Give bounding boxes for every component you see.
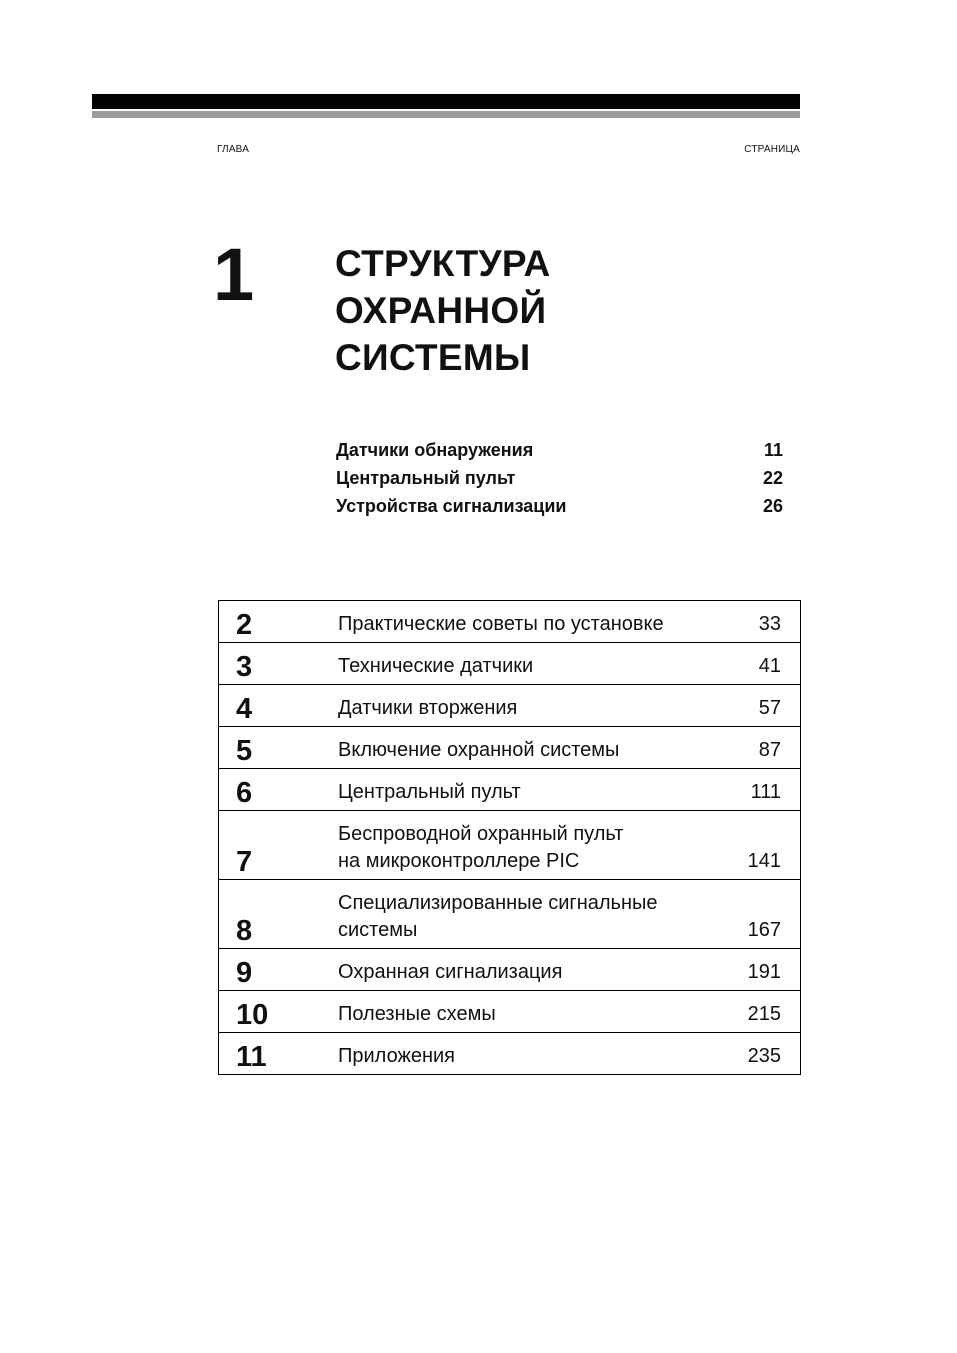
chapter-title-line: ОХРАННОЙ	[335, 290, 547, 331]
chapter-title	[335, 240, 551, 381]
chapter-title-line: СТРУКТУРА	[335, 243, 551, 284]
toc-chapter-title: Включение охранной системы	[338, 727, 691, 769]
section-title: Датчики обнаружения	[336, 440, 534, 460]
toc-chapter-number: 8	[219, 880, 339, 949]
toc-chapter-number: 10	[219, 991, 339, 1033]
toc-page-number: 87	[691, 727, 801, 769]
section-entry[interactable]	[336, 464, 783, 492]
toc-title-line: Беспроводной охранный пульт	[338, 823, 624, 845]
toc-row[interactable]	[219, 949, 801, 991]
toc-chapter-number: 9	[219, 949, 339, 991]
toc-chapter-number: 5	[219, 727, 339, 769]
chapter-number: 1	[213, 233, 255, 316]
toc-chapter-number: 7	[219, 811, 339, 880]
toc-row[interactable]	[219, 727, 801, 769]
chapter-title-line: СИСТЕМЫ	[335, 337, 531, 378]
toc-chapter-title	[338, 880, 691, 949]
toc-chapter-number: 2	[219, 601, 339, 643]
toc-chapter-title: Практические советы по установке	[338, 601, 691, 643]
toc-row[interactable]	[219, 769, 801, 811]
page-column-label: СТРАНИЦА	[744, 144, 800, 155]
toc-chapter-number: 4	[219, 685, 339, 727]
toc-page-number: 215	[691, 991, 801, 1033]
toc-row[interactable]	[219, 880, 801, 949]
toc-chapter-title: Приложения	[338, 1033, 691, 1075]
section-entry[interactable]	[336, 492, 783, 520]
chapter-sections-list	[336, 436, 783, 520]
section-title: Центральный пульт	[336, 468, 516, 488]
toc-chapter-title: Полезные схемы	[338, 991, 691, 1033]
header-rule-black	[92, 94, 800, 109]
toc-page-number: 33	[691, 601, 801, 643]
toc-page-number: 111	[691, 769, 801, 811]
toc-row[interactable]	[219, 685, 801, 727]
contents-table	[218, 600, 801, 1075]
toc-chapter-number: 11	[219, 1033, 339, 1075]
toc-page-number: 141	[691, 811, 801, 880]
toc-row[interactable]	[219, 1033, 801, 1075]
chapter-column-label: ГЛАВА	[217, 144, 250, 155]
toc-title-line: Специализированные сигнальные	[338, 892, 658, 914]
toc-row[interactable]	[219, 601, 801, 643]
section-title: Устройства сигнализации	[336, 496, 567, 516]
section-page: 22	[762, 468, 783, 488]
toc-chapter-title: Охранная сигнализация	[338, 949, 691, 991]
toc-page-number: 57	[691, 685, 801, 727]
toc-chapter-title: Центральный пульт	[338, 769, 691, 811]
toc-chapter-title: Технические датчики	[338, 643, 691, 685]
toc-page-number: 167	[691, 880, 801, 949]
toc-page-number: 41	[691, 643, 801, 685]
toc-chapter-number: 6	[219, 769, 339, 811]
section-page: 26	[762, 496, 783, 516]
toc-chapter-title: Датчики вторжения	[338, 685, 691, 727]
section-page: 11	[763, 440, 783, 460]
toc-row[interactable]	[219, 811, 801, 880]
toc-page-number: 191	[691, 949, 801, 991]
toc-row[interactable]	[219, 643, 801, 685]
toc-title-line: на микроконтроллере PIC	[338, 850, 580, 872]
header-rule-grey	[92, 111, 800, 118]
toc-title-line: системы	[338, 919, 418, 941]
toc-page-number: 235	[691, 1033, 801, 1075]
toc-row[interactable]	[219, 991, 801, 1033]
toc-chapter-number: 3	[219, 643, 339, 685]
toc-chapter-title	[338, 811, 691, 880]
section-entry[interactable]	[336, 436, 783, 464]
